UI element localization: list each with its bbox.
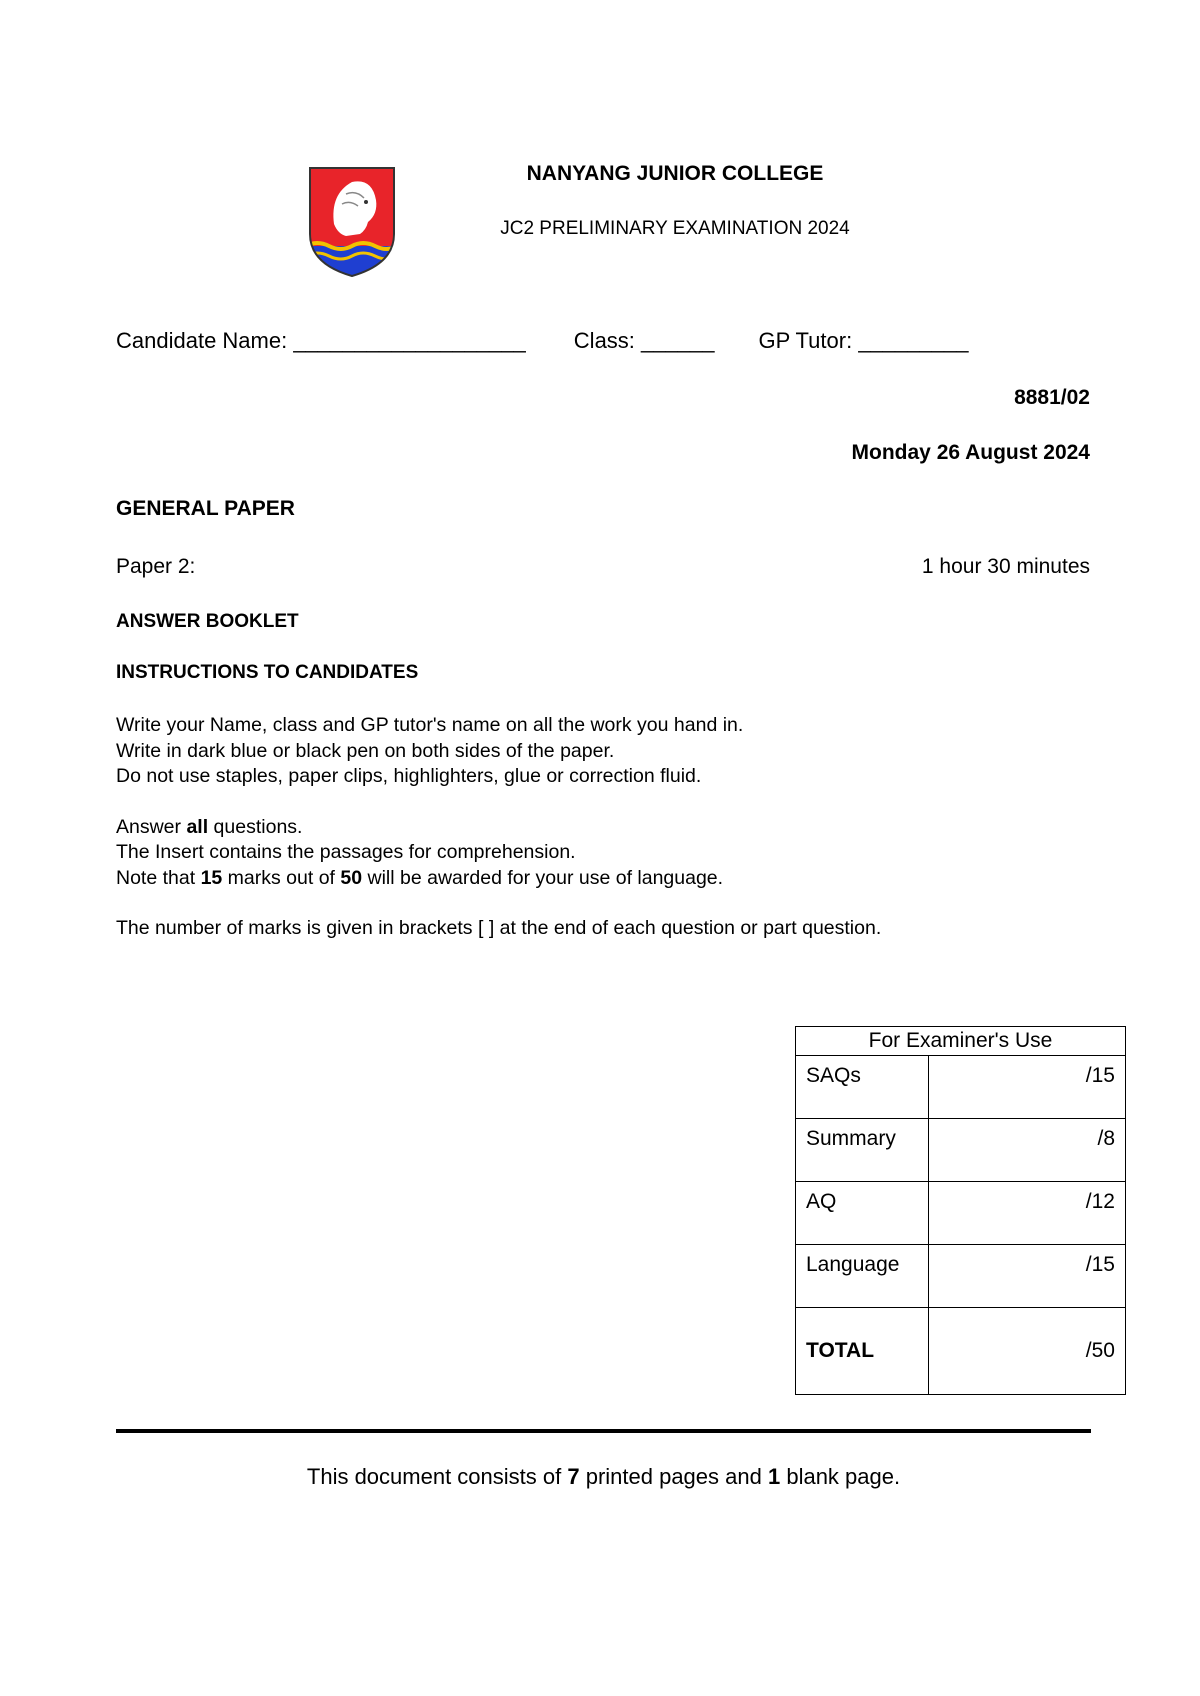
table-row	[796, 1056, 1126, 1119]
table-title: For Examiner's Use	[796, 1027, 1126, 1056]
printed-count: 7	[567, 1464, 580, 1489]
instructions-heading: INSTRUCTIONS TO CANDIDATES	[116, 662, 419, 683]
table-row	[796, 1182, 1126, 1245]
exam-date: Monday 26 August 2024	[851, 441, 1090, 464]
text: will be awarded for your use of language.	[362, 866, 724, 889]
subject-title: GENERAL PAPER	[116, 497, 295, 520]
text: blank page.	[780, 1464, 901, 1489]
row-label: Language	[796, 1245, 929, 1308]
row-mark[interactable]: /15	[929, 1245, 1126, 1308]
emphasis: 15	[200, 866, 223, 889]
table-row	[796, 1119, 1126, 1182]
footer-divider	[116, 1429, 1091, 1433]
text: questions.	[208, 815, 303, 838]
row-label: AQ	[796, 1182, 929, 1245]
emphasis: 50	[340, 866, 363, 889]
text: printed pages and	[579, 1464, 768, 1489]
row-mark[interactable]: /8	[929, 1119, 1126, 1182]
instruction-line: Write in dark blue or black pen on both sides of the paper.	[116, 739, 615, 762]
candidate-name-field[interactable]: Candidate Name: ___________________	[116, 328, 526, 353]
candidate-details	[116, 328, 1096, 354]
paper-label: Paper 2:	[116, 555, 196, 578]
row-mark[interactable]: /15	[929, 1056, 1126, 1119]
school-name: NANYANG JUNIOR COLLEGE	[526, 162, 824, 185]
table-row	[796, 1245, 1126, 1308]
instruction-line: Do not use staples, paper clips, highlighters, glue or correction fluid.	[116, 765, 702, 787]
exam-title: JC2 PRELIMINARY EXAMINATION 2024	[500, 218, 850, 239]
instruction-line	[116, 815, 1076, 841]
total-label: TOTAL	[796, 1308, 929, 1395]
total-mark[interactable]: /50	[929, 1308, 1126, 1395]
text: marks out of	[222, 866, 341, 889]
answer-booklet-heading: ANSWER BOOKLET	[116, 611, 299, 632]
page-count-note	[116, 1464, 1091, 1490]
paper-line	[116, 555, 1090, 579]
emphasis: all	[186, 815, 209, 838]
instruction-line	[116, 866, 1076, 892]
instruction-line: The Insert contains the passages for comprehension.	[116, 841, 576, 863]
text: Answer	[116, 815, 187, 838]
row-label: Summary	[796, 1119, 929, 1182]
school-crest-icon	[306, 164, 398, 280]
blank-count: 1	[767, 1464, 781, 1489]
instructions-body	[116, 713, 1076, 942]
row-label: SAQs	[796, 1056, 929, 1119]
paper-code: 8881/02	[1014, 386, 1090, 409]
class-field[interactable]: Class: ______	[573, 328, 715, 353]
examiner-use-table	[795, 1026, 1126, 1395]
total-row	[796, 1308, 1126, 1395]
text: Note that	[116, 866, 201, 889]
row-mark[interactable]: /12	[929, 1182, 1126, 1245]
table-header-row	[796, 1027, 1126, 1056]
instruction-line: The number of marks is given in brackets [ ] at the end of each question or part question.	[116, 917, 882, 939]
instruction-line: Write your Name, class and GP tutor's name on all the work you hand in.	[116, 714, 744, 736]
gp-tutor-field[interactable]: GP Tutor: _________	[758, 328, 969, 353]
duration: 1 hour 30 minutes	[921, 555, 1090, 578]
text: This document consists of	[306, 1464, 568, 1489]
